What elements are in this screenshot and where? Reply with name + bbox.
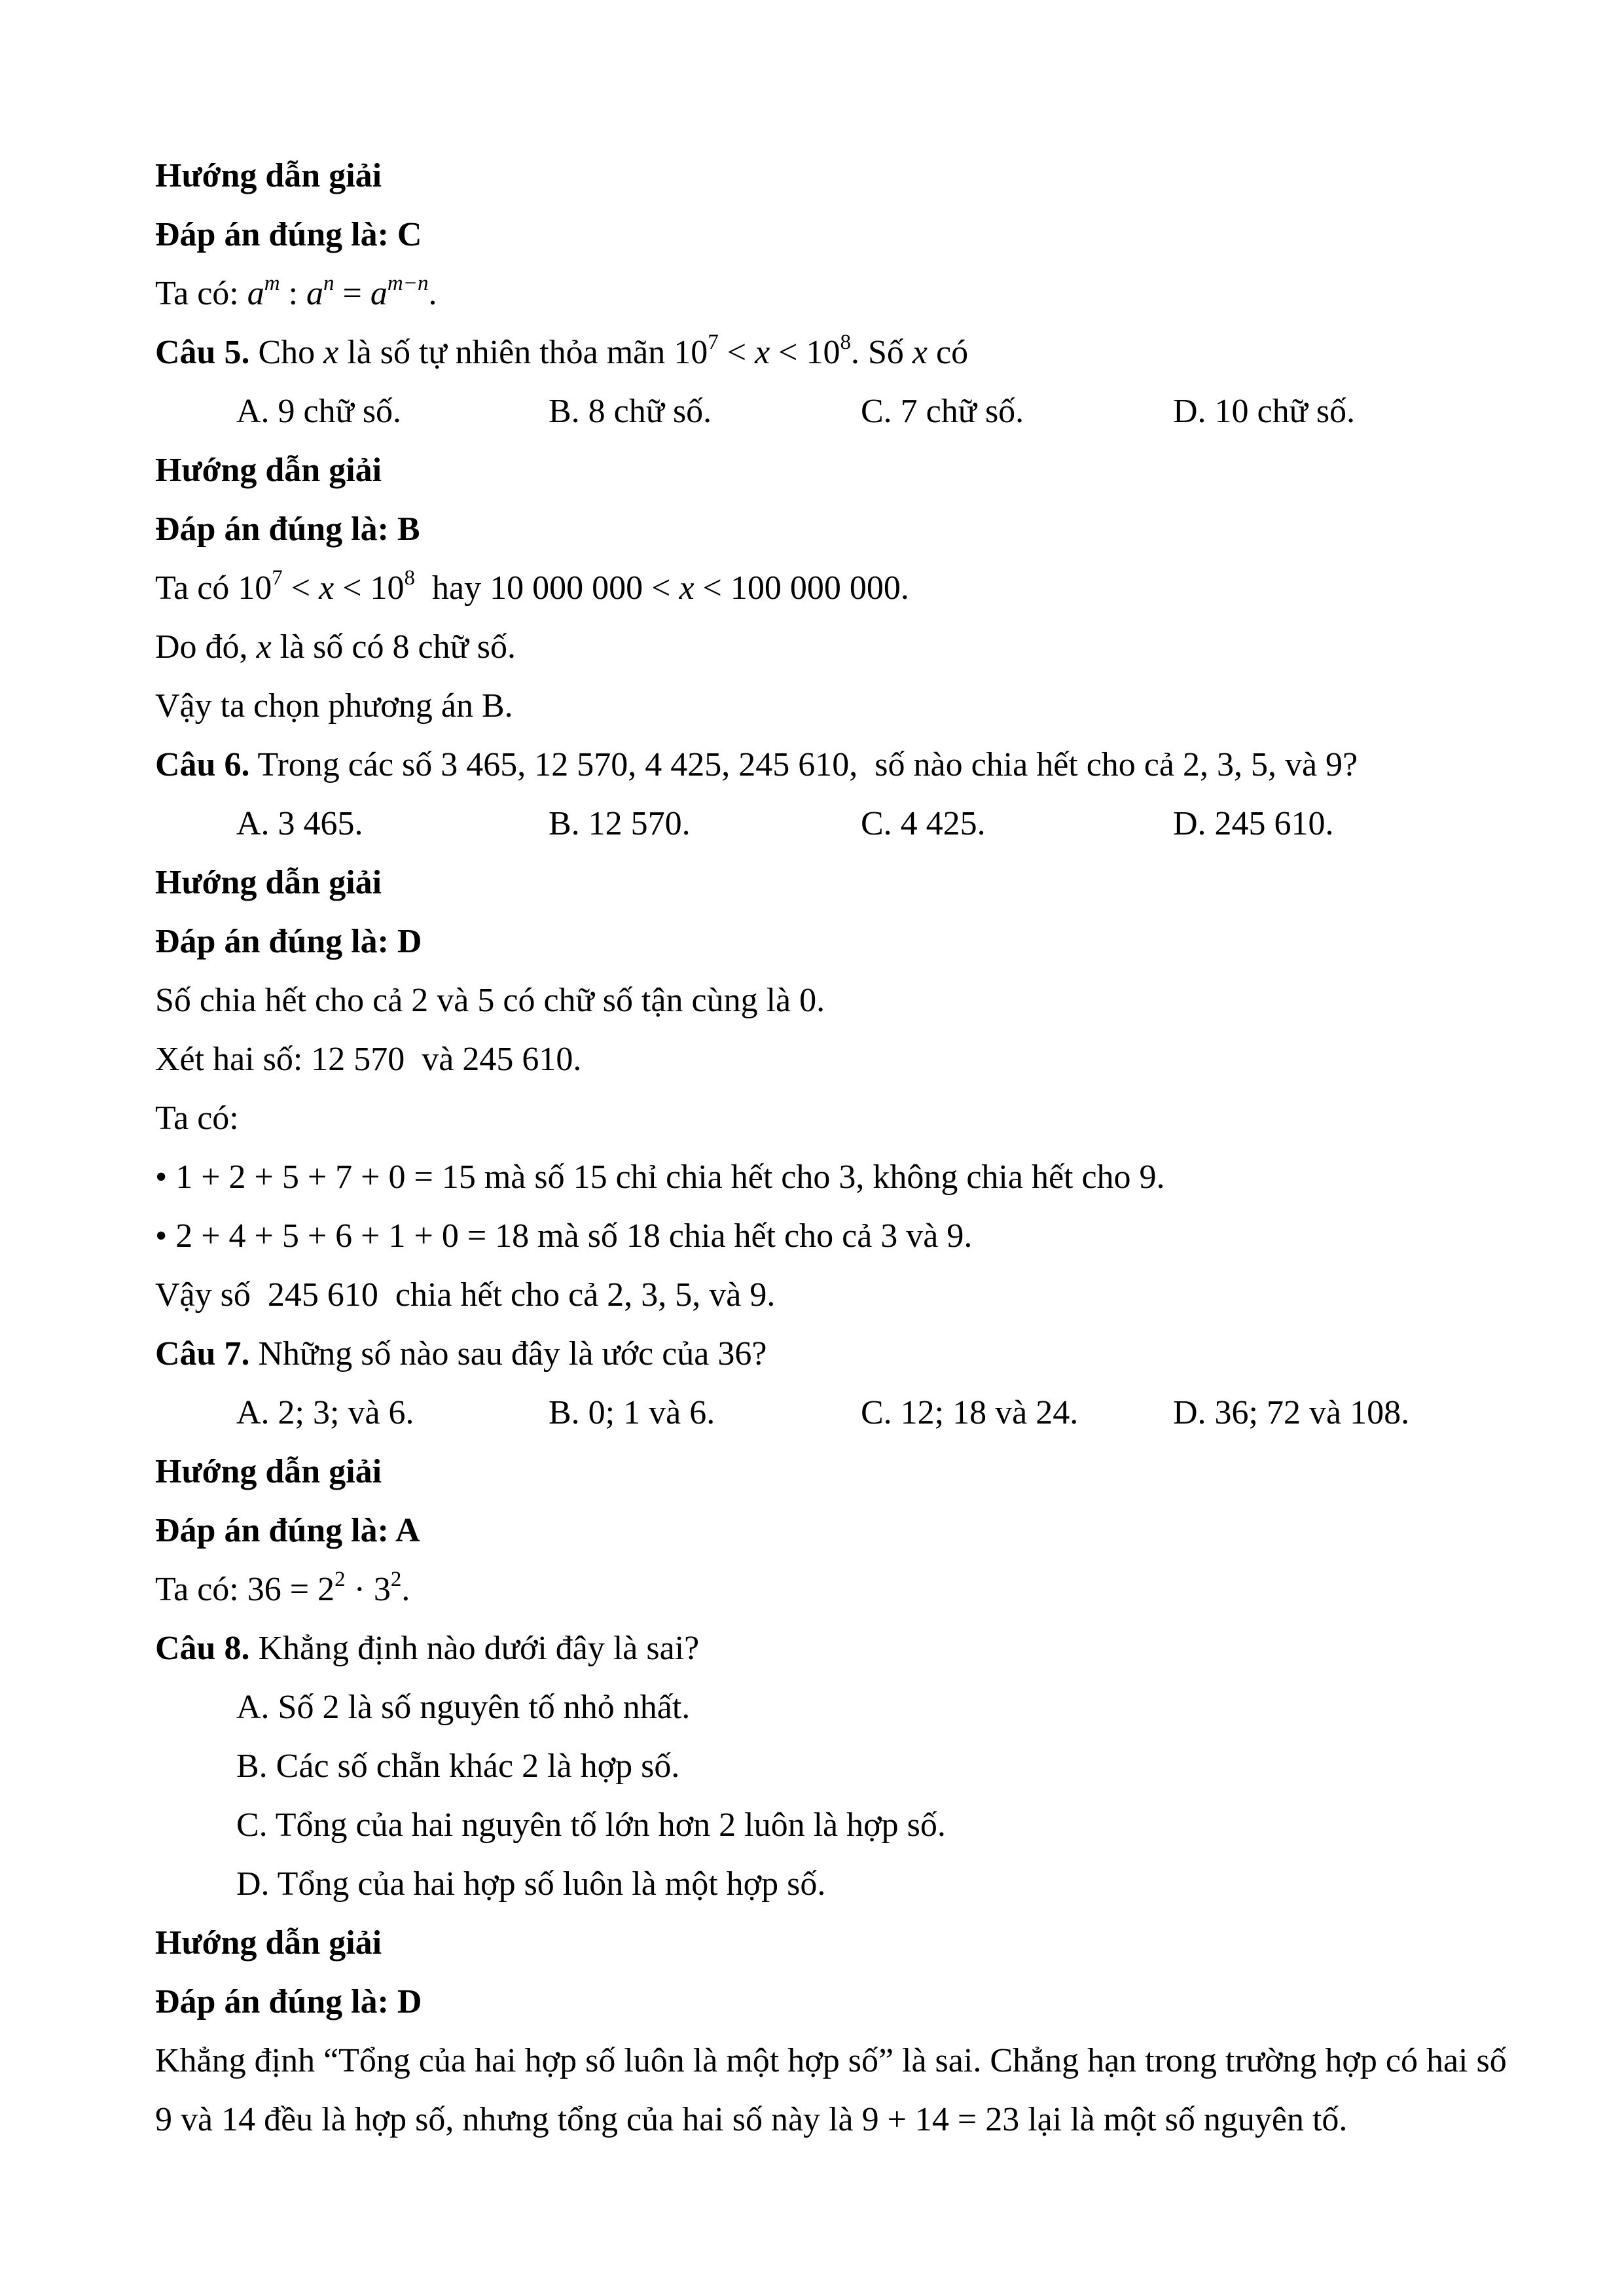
text-segment: x xyxy=(256,628,272,666)
text-segment: có xyxy=(928,334,969,371)
superscript-segment: 2 xyxy=(334,1568,346,1591)
text-segment: a xyxy=(306,275,324,312)
question-5-line xyxy=(155,323,1504,382)
text-segment: . xyxy=(401,1571,410,1608)
question-7-line xyxy=(155,1325,1504,1384)
text-segment: Vậy số 245 610 chia hết cho cả 2, 3, 5, và 9. xyxy=(155,1276,776,1314)
option-c-label: C. 7 chữ số. xyxy=(861,393,1024,430)
formula-line xyxy=(155,1560,1504,1619)
text-segment: Hướng dẫn giải xyxy=(155,157,382,194)
explanation-line xyxy=(155,2090,1504,2149)
heading-solution-guide xyxy=(155,853,1504,912)
bullet-line xyxy=(155,1207,1504,1266)
option-c-label: C. 12; 18 và 24. xyxy=(861,1394,1079,1431)
text-segment: Đáp án đúng là: A xyxy=(155,1512,420,1549)
answer-correct-line xyxy=(155,912,1504,971)
superscript-segment: 8 xyxy=(840,331,851,354)
heading-solution-guide xyxy=(155,1914,1504,1973)
text-segment: hay 10 000 000 < xyxy=(415,569,679,607)
text-segment: Hướng dẫn giải xyxy=(155,1453,382,1490)
text-segment: Câu 8. xyxy=(155,1630,250,1667)
text-segment: Trong các số 3 465, 12 570, 4 425, 245 610, số nào chia hết cho cả 2, 3, 5, và 9? xyxy=(249,746,1358,783)
formula-line xyxy=(155,264,1504,323)
text-segment: B. Các số chẵn khác 2 là hợp số. xyxy=(236,1748,680,1785)
text-segment: a xyxy=(247,275,264,312)
text-segment: Do đó, xyxy=(155,628,257,666)
superscript-segment: 7 xyxy=(708,331,719,354)
text-segment: Câu 7. xyxy=(155,1335,250,1372)
text-segment: A. Số 2 là số nguyên tố nhỏ nhất. xyxy=(236,1689,691,1726)
text-segment: Hướng dẫn giải xyxy=(155,864,382,901)
text-segment: Khẳng định “Tổng của hai hợp số luôn là một hợp số” là sai. Chẳng hạn trong trường hợp có hai số xyxy=(155,2042,1507,2079)
text-segment: Câu 6. xyxy=(155,746,250,783)
text-segment: < xyxy=(770,334,806,371)
superscript-segment: m−n xyxy=(387,272,429,295)
option-d-label: D. 36; 72 và 108. xyxy=(1173,1394,1410,1431)
explanation-line xyxy=(155,618,1504,677)
answer-correct-line xyxy=(155,500,1504,559)
explanation-line xyxy=(155,1089,1504,1148)
text-segment: Khẳng định nào dưới đây là sai? xyxy=(249,1630,700,1667)
text-segment: < xyxy=(334,569,370,607)
option-d-label: D. 10 chữ số. xyxy=(1173,393,1356,430)
document-content xyxy=(155,147,1507,2149)
options-row-q6 xyxy=(155,795,1504,853)
text-segment: Xét hai số: 12 570 và 245 610. xyxy=(155,1041,582,1078)
text-segment: Vậy ta chọn phương án B. xyxy=(155,687,513,725)
answer-option-line xyxy=(155,1678,1504,1737)
text-segment: • 2 + 4 + 5 + 6 + 1 + 0 = 18 mà số 18 chia hết cho cả 3 và 9. xyxy=(155,1217,973,1255)
text-segment: 10 xyxy=(674,334,708,371)
text-segment: Ta có: xyxy=(155,275,247,312)
text-segment: . Số xyxy=(851,334,912,371)
option-a-label: A. 3 465. xyxy=(236,805,363,842)
option-c-label: C. 4 425. xyxy=(861,805,986,842)
text-segment: là số tự nhiên thỏa mãn xyxy=(338,334,674,371)
text-segment: a xyxy=(370,275,388,312)
heading-solution-guide xyxy=(155,147,1504,206)
superscript-segment: 7 xyxy=(272,566,283,590)
heading-solution-guide xyxy=(155,1443,1504,1501)
text-segment: 10 xyxy=(806,334,840,371)
text-segment: Hướng dẫn giải xyxy=(155,452,382,489)
text-segment: . xyxy=(428,275,437,312)
text-segment: Hướng dẫn giải xyxy=(155,1924,382,1962)
text-segment: Ta có: 36 = 2 xyxy=(155,1571,335,1608)
text-segment: Đáp án đúng là: C xyxy=(155,216,422,253)
option-d-label: D. 245 610. xyxy=(1173,805,1334,842)
explanation-line xyxy=(155,559,1504,618)
text-segment: x xyxy=(755,334,770,371)
text-segment: Câu 5. xyxy=(155,334,250,371)
text-segment: Đáp án đúng là: D xyxy=(155,923,422,960)
answer-correct-line xyxy=(155,206,1504,264)
answer-correct-line xyxy=(155,1501,1504,1560)
option-a-label: A. 2; 3; và 6. xyxy=(236,1394,414,1431)
explanation-line xyxy=(155,971,1504,1030)
answer-option-line xyxy=(155,1737,1504,1796)
text-segment: Cho xyxy=(249,334,324,371)
superscript-segment: 2 xyxy=(390,1568,402,1591)
option-b-label: B. 12 570. xyxy=(549,805,691,842)
options-row-q7 xyxy=(155,1384,1504,1443)
text-segment: < xyxy=(718,334,755,371)
text-segment: Những số nào sau đây là ước của 36? xyxy=(249,1335,767,1372)
superscript-segment: 8 xyxy=(404,566,416,590)
text-segment: · 3 xyxy=(345,1571,391,1608)
text-segment: D. Tổng của hai hợp số luôn là một hợp số. xyxy=(236,1865,826,1903)
question-6-line xyxy=(155,736,1504,795)
text-segment: < xyxy=(282,569,319,607)
options-row-q5 xyxy=(155,382,1504,441)
text-segment: Ta có xyxy=(155,569,238,607)
option-b-label: B. 0; 1 và 6. xyxy=(549,1394,715,1431)
text-segment: 10 xyxy=(238,569,272,607)
explanation-line xyxy=(155,2032,1507,2090)
option-b-label: B. 8 chữ số. xyxy=(549,393,712,430)
text-segment: 10 xyxy=(370,569,405,607)
text-segment: x xyxy=(319,569,334,607)
text-segment: Đáp án đúng là: B xyxy=(155,511,420,548)
text-segment: < 100 000 000. xyxy=(694,569,909,607)
question-8-line xyxy=(155,1619,1504,1678)
superscript-segment: m xyxy=(264,272,280,295)
text-segment: C. Tổng của hai nguyên tố lớn hơn 2 luôn là hợp số. xyxy=(236,1806,946,1844)
text-segment: • 1 + 2 + 5 + 7 + 0 = 15 mà số 15 chỉ chia hết cho 3, không chia hết cho 9. xyxy=(155,1158,1165,1196)
option-a-label: A. 9 chữ số. xyxy=(236,393,402,430)
text-segment: x xyxy=(679,569,695,607)
answer-correct-line xyxy=(155,1973,1504,2032)
heading-solution-guide xyxy=(155,441,1504,500)
text-segment: x xyxy=(323,334,339,371)
text-segment: 9 và 14 đều là hợp số, nhưng tổng của hai số này là 9 + 14 = 23 lại là một số nguyên tố. xyxy=(155,2101,1348,2138)
superscript-segment: n xyxy=(323,272,334,295)
text-segment: = xyxy=(334,275,370,312)
explanation-line xyxy=(155,677,1504,736)
explanation-line xyxy=(155,1266,1504,1325)
explanation-line xyxy=(155,1030,1504,1089)
text-segment: x xyxy=(912,334,928,371)
answer-option-line xyxy=(155,1796,1504,1855)
answer-option-line xyxy=(155,1855,1504,1914)
text-segment: Ta có: xyxy=(155,1100,239,1137)
text-segment: Số chia hết cho cả 2 và 5 có chữ số tận cùng là 0. xyxy=(155,982,825,1019)
bullet-line xyxy=(155,1148,1504,1207)
text-segment: Đáp án đúng là: D xyxy=(155,1983,422,2020)
text-segment: : xyxy=(280,275,307,312)
text-segment: là số có 8 chữ số. xyxy=(271,628,516,666)
